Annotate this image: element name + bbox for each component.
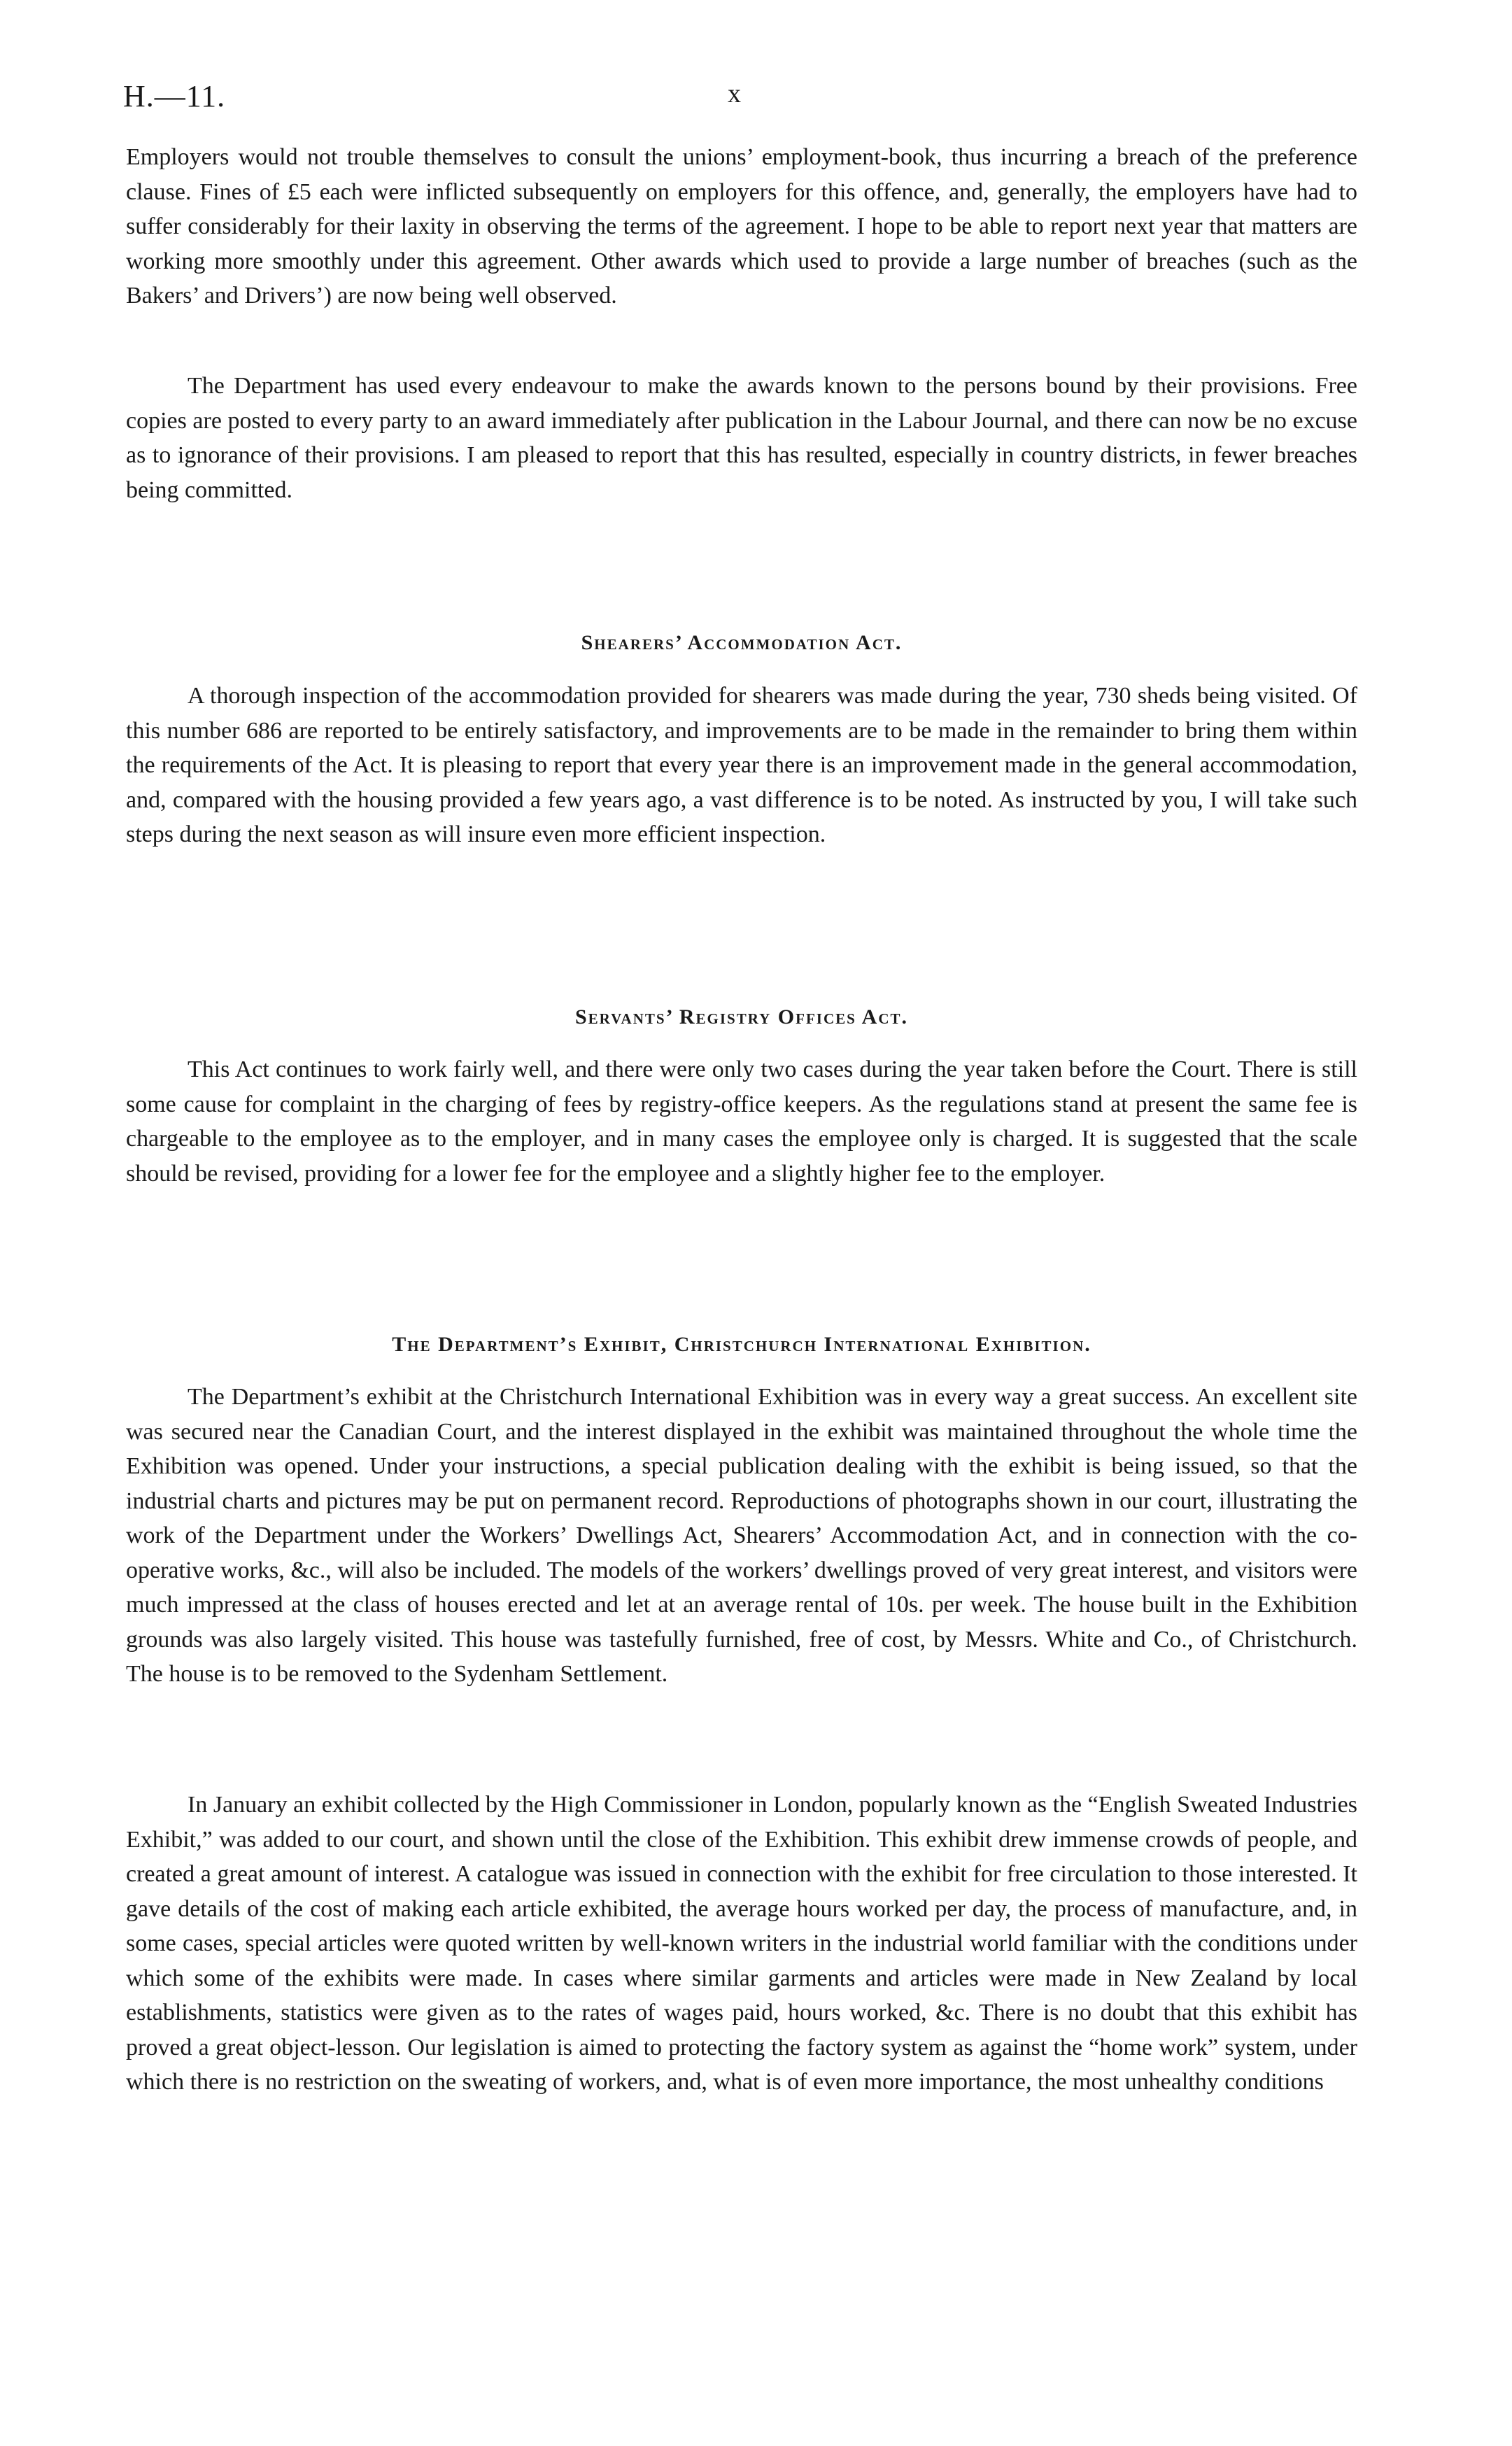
heading-shearers-act: Shearers’ Accommodation Act. [581,631,903,654]
paragraph-shearers-inspection: A thorough inspection of the accommodation provided for shearers was made during the year, 730 sheds being visited. Of this number 686 are reported to be entirely satisfactory, and improvements are to be made in the remainder to bring them within the requirements of the Act. It is pleasing to report that every year there is an improvement made in the general accommodation, and, compared with the housing provided a few years ago, a vast difference is to be noted. As instructed by you, I will take such steps during the next season as will insure even more efficient inspection. [126,683,1357,847]
paragraph-preference-breaches: Employers would not trouble themselves to consult the unions’ employment-book, thus incurring a breach of the preference clause. Fines of £5 each were inflicted subsequently on employers for this offence, and, generally, the employers have had to suffer considerably for their laxity in observing the terms of the agreement. I hope to be able to report next year that matters are working more smoothly under this agreement. Other awards which used to provide a large number of breaches (such as the Bakers’ and Drivers’) are now being well observed. [126,144,1357,309]
page-id: H.—11. [123,79,226,113]
paragraph-servants-registry: This Act continues to work fairly well, and there were only two cases during the year taken before the Court. There is still some cause for complaint in the charging of fees by registry-office keepers. As the regulations stand at present the same fee is chargeable to the employee as to the employer, and in many cases the employee only is charged. It is suggested that the scale should be revised, providing for a lower fee for the employee and a slightly higher fee to the employer. [126,1056,1357,1187]
heading-department-exhibit: The Department’s Exhibit, Christchurch International Exhibition. [392,1333,1091,1356]
paragraph-sweated-industries: In January an exhibit collected by the High Commissioner in London, popularly known as the “English Sweated Industries Exhibit,” was added to our court, and shown until the close of the Exhibition. This exhibit drew immense crowds of people, and created a great amount of interest. A catalogue was issued in connection with the exhibit for free circulation to those interested. It gave details of the cost of making each article exhibited, the average hours worked per day, the process of manufacture, and, in some cases, special articles were quoted written by well-known writers in the industrial world familiar with the conditions under which some of the exhibits were made. In cases where similar garments and articles were made in New Zealand by local establishments, statistics were given as to the rates of wages paid, hours worked, &c. There is no doubt that this exhibit has proved a great object-lesson. Our legislation is aimed to protecting the factory system as against the “home work” system, under which there is no restriction on the sweating of workers, and, what is of even more importance, the most unhealthy conditions [126,1792,1357,2095]
paragraph-exhibit-success: The Department’s exhibit at the Christchurch International Exhibition was in every way a great success. An excellent site was secured near the Canadian Court, and the interest displayed in the exhibit was maintained throughout the whole time the Exhibition was opened. Under your instructions, a special publication dealing with the exhibit is being issued, so that the industrial charts and pictures may be put on permanent record. Reproductions of photographs shown in our court, illustrating the work of the Department under the Workers’ Dwellings Act, Shearers’ Accommodation Act, and in connection with the co-operative works, &c., will also be included. The models of the workers’ dwellings proved of very great interest, and visitors were much impressed at the class of houses erected and let at an average rental of 10s. per week. The house built in the Exhibition grounds was also largely visited. This house was tastefully furnished, free of cost, by Messrs. White and Co., of Christchurch. The house is to be removed to the Sydenham Settlement. [126,1384,1357,1687]
paragraph-awards-publicity: The Department has used every endeavour to make the awards known to the persons bound by their provisions. Free copies are posted to every party to an award immediately after publication in the Labour Journal, and there can now be no excuse as to ignorance of their provisions. I am pleased to report that this has resulted, especially in country districts, in fewer breaches being committed. [126,373,1357,503]
heading-servants-registry-act: Servants’ Registry Offices Act. [574,1005,908,1028]
page-number: x [728,79,741,108]
